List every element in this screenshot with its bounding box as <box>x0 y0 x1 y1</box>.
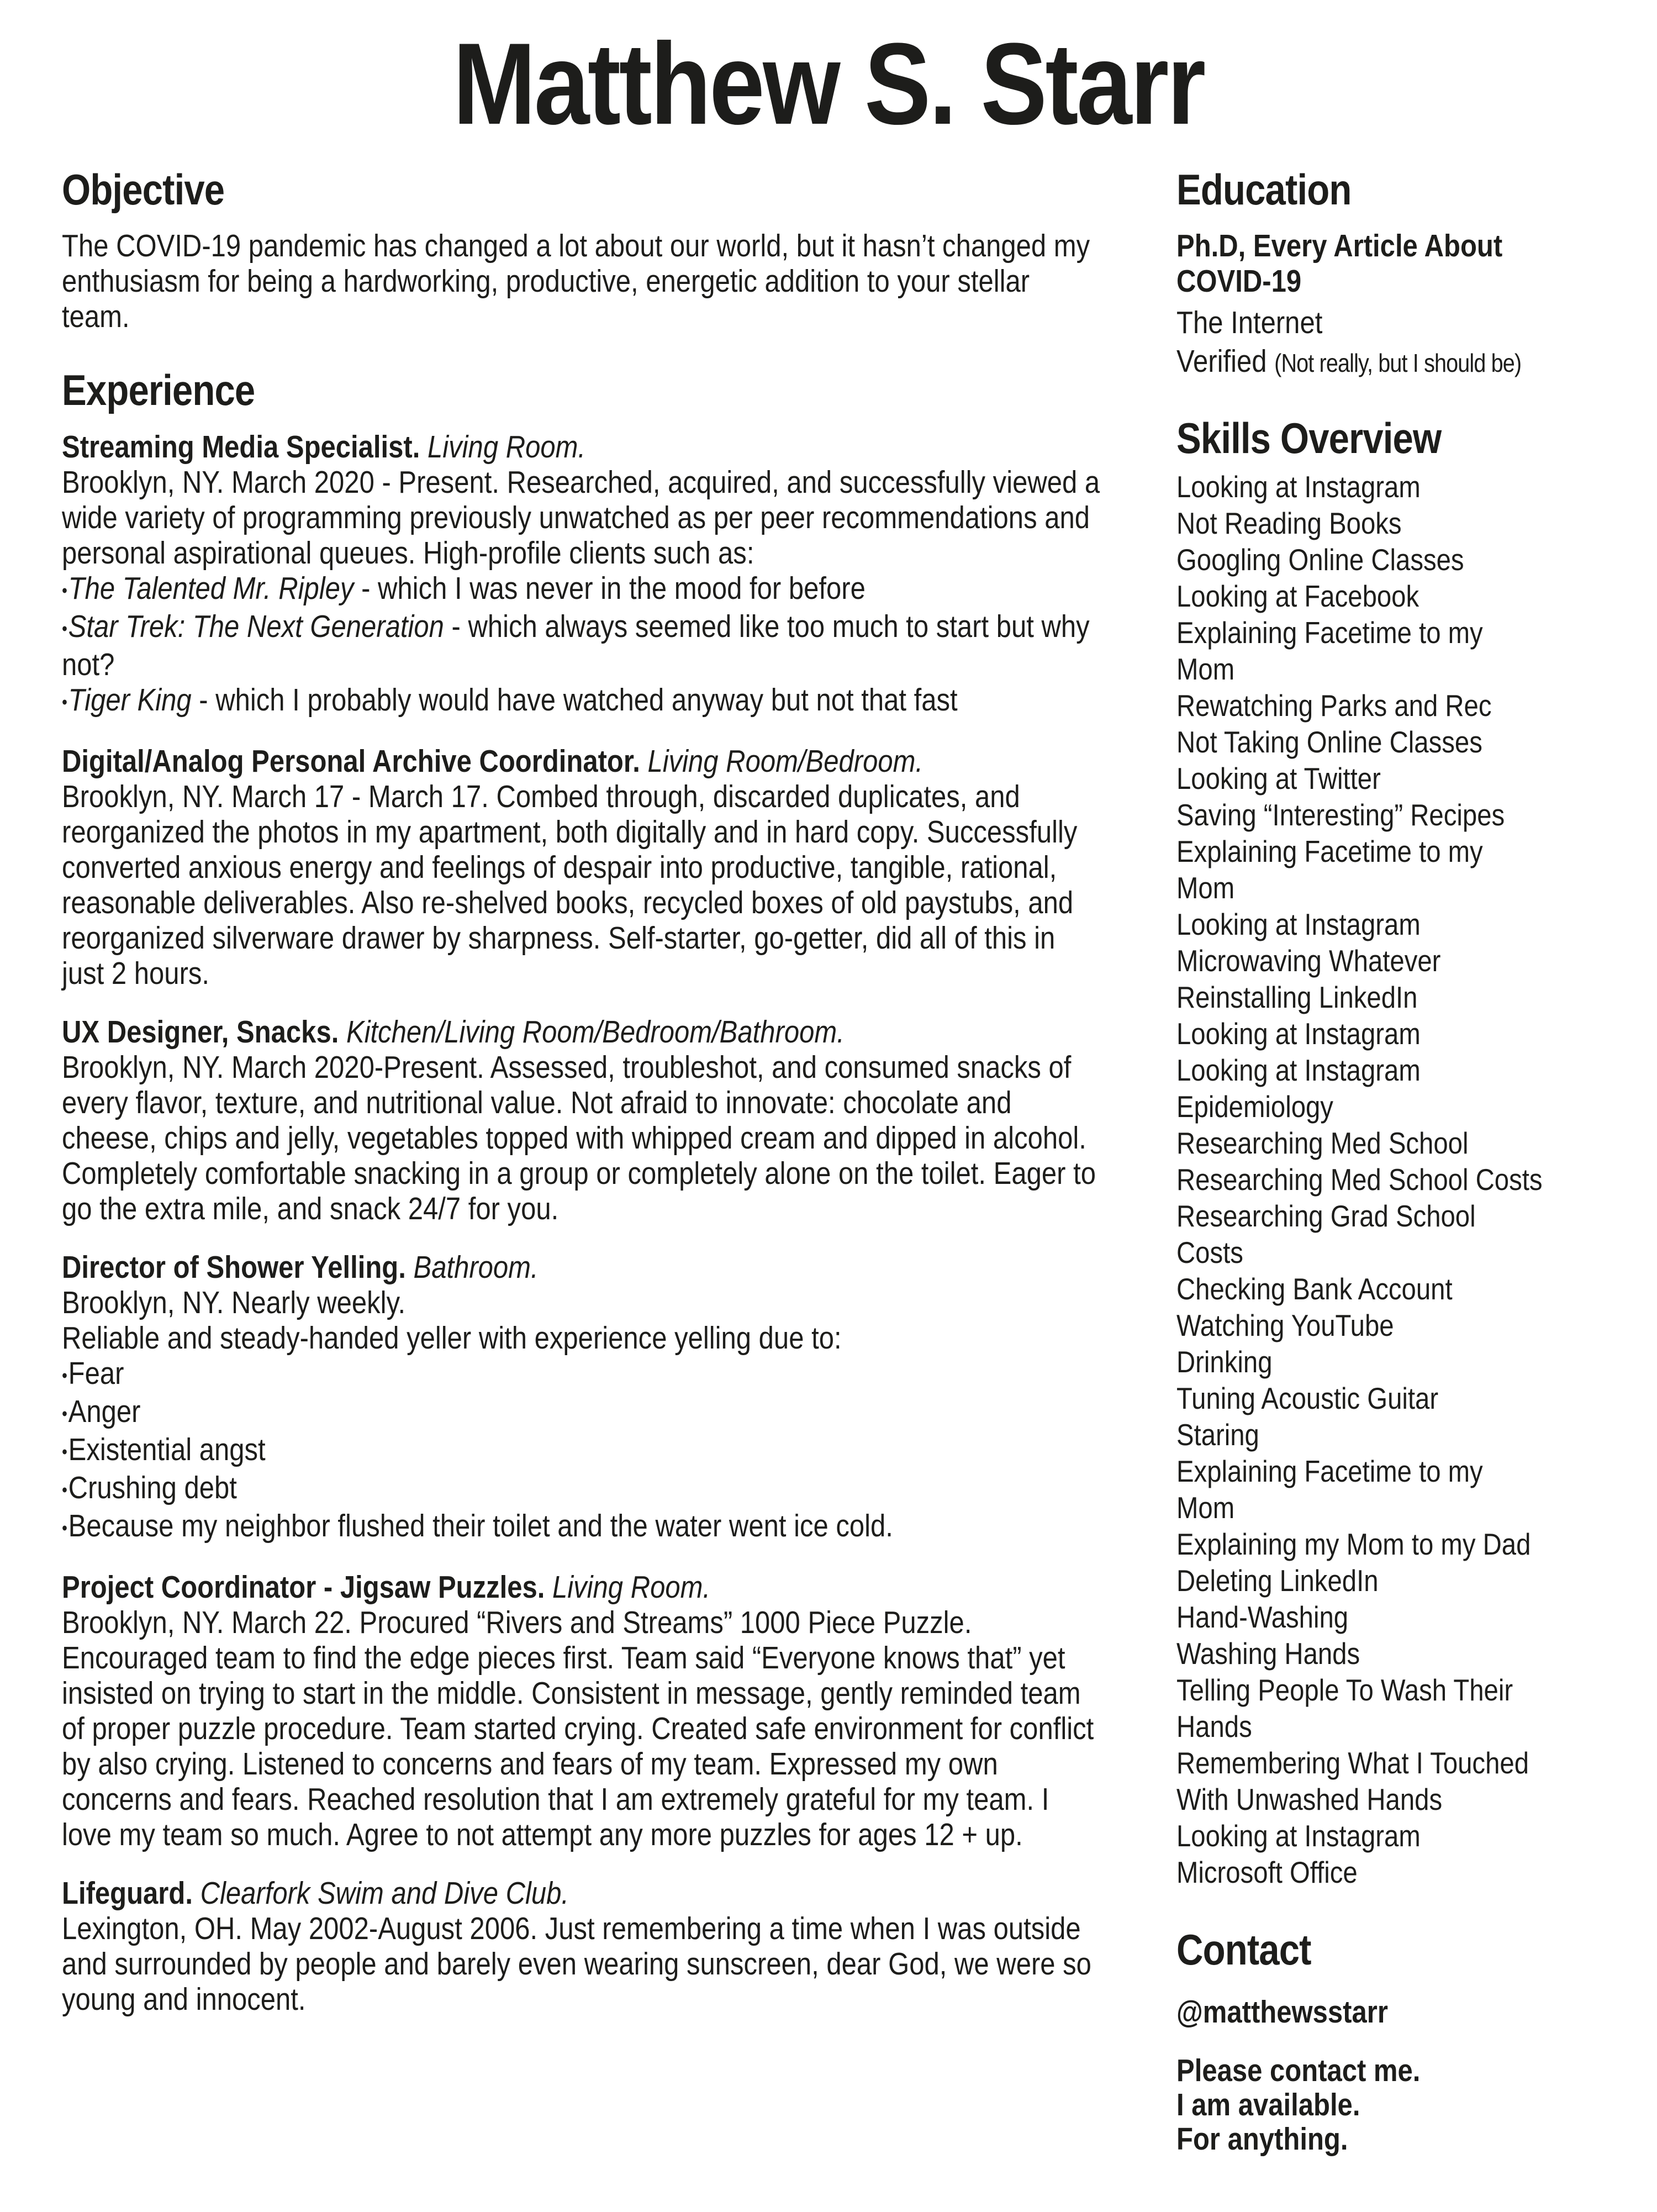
skills-heading: Skills Overview <box>1176 414 1442 463</box>
bullet-icon: • <box>62 692 67 713</box>
job-body: Brooklyn, NY. March 17 - March 17. Combed through, discarded duplicates, and reorganized the photos in my apartment, both digitally and in hard copy. Successfully converted anxious energy and feelings of despair into productive, tangible, rational, reasonable deliverables. Also re-shelved books, recycled boxes of old paystubs, and reorganized silverware drawer by sharpness. Self-starter, go-getter, did all of this in just 2 hours. <box>62 778 1078 991</box>
job-role: Lifeguard. <box>62 1876 200 1911</box>
contact-handle: @matthewsstarr <box>1176 1994 1388 2030</box>
objective-text: The COVID-19 pandemic has changed a lot about our world, but it hasn’t changed my enthusiasm for being a hardworking, productive, energetic addition to your stellar team. <box>62 228 1090 335</box>
bullet-text: Fear <box>68 1355 124 1391</box>
skill-item: Looking at Twitter <box>1176 761 1381 796</box>
job-role: Project Coordinator - Jigsaw Puzzles. <box>62 1570 552 1605</box>
skill-item: Looking at Instagram <box>1176 907 1421 941</box>
job-title <box>62 429 1100 465</box>
skill-item: Saving “Interesting” Recipes <box>1176 797 1505 832</box>
skill-item: Googling Online Classes <box>1176 542 1464 577</box>
job-role: Digital/Analog Personal Archive Coordinator. <box>62 743 648 779</box>
bullet-item <box>62 1356 1100 1394</box>
bullet-icon: • <box>62 1442 67 1462</box>
bullet-text: Anger <box>68 1393 141 1429</box>
skill-item: Looking at Instagram <box>1176 1818 1421 1853</box>
job-location: Kitchen/Living Room/Bedroom/Bathroom. <box>346 1014 845 1050</box>
bullet-icon: • <box>62 1365 67 1386</box>
experience-heading: Experience <box>62 366 255 415</box>
page-title-wrap <box>0 19 1657 149</box>
skill-item: Washing Hands <box>1176 1636 1360 1671</box>
skill-item: Explaining Facetime to my Mom <box>1176 1453 1483 1525</box>
bullet-title: The Talented Mr. Ripley <box>68 570 354 606</box>
skill-item: Looking at Instagram <box>1176 469 1421 504</box>
bullet-item <box>62 1508 1100 1546</box>
education-degree: Ph.D, Every Article About COVID-19 <box>1176 228 1503 299</box>
contact-line: For anything. <box>1176 2121 1348 2157</box>
skill-item: Looking at Instagram <box>1176 1016 1421 1051</box>
skill-item: Epidemiology <box>1176 1089 1333 1124</box>
job-title <box>62 1876 1100 1911</box>
bullet-item <box>62 1394 1100 1432</box>
bullet-item <box>62 682 1100 720</box>
job-body: Reliable and steady-handed yeller with experience yelling due to: <box>62 1320 842 1356</box>
contact-heading: Contact <box>1176 1925 1311 1974</box>
skills-list <box>1176 468 1545 1890</box>
job-role: Director of Shower Yelling. <box>62 1249 414 1285</box>
bullet-title: Tiger King <box>68 682 192 718</box>
skill-item: Not Taking Online Classes <box>1176 724 1482 759</box>
bullet-item <box>62 1470 1100 1508</box>
contact-lines <box>1176 2053 1545 2156</box>
bullet-text: - which I was never in the mood for before <box>353 570 866 606</box>
bullet-icon: • <box>62 1518 67 1539</box>
education-school: The Internet <box>1176 305 1323 341</box>
bullet-title: Star Trek: The Next Generation <box>68 608 444 644</box>
skill-item: Microsoft Office <box>1176 1855 1358 1889</box>
job-location: Clearfork Swim and Dive Club. <box>200 1876 569 1911</box>
job-location: Bathroom. <box>413 1249 539 1285</box>
skill-item: Reinstalling LinkedIn <box>1176 979 1418 1014</box>
job-location: Living Room/Bedroom. <box>647 743 924 779</box>
bullet-icon: • <box>62 1480 67 1501</box>
bullet-text: Because my neighbor flushed their toilet and the water went ice cold. <box>68 1508 893 1544</box>
job-body: Brooklyn, NY. Nearly weekly. <box>62 1284 406 1320</box>
experience-item <box>62 1014 1100 1226</box>
job-role: Streaming Media Specialist. <box>62 429 428 465</box>
skill-item: Looking at Instagram <box>1176 1052 1421 1087</box>
experience-item <box>62 1570 1100 1852</box>
job-body: Brooklyn, NY. March 2020 - Present. Researched, acquired, and successfully viewed a wide variety of programming previously unwatched as per peer recommendations and personal aspirational queues. High-profile clients such as: <box>62 464 1100 571</box>
skill-item: Staring <box>1176 1417 1259 1452</box>
experience-list <box>62 429 1100 2017</box>
bullet-icon: • <box>62 618 67 639</box>
job-body: Lexington, OH. May 2002-August 2006. Just remembering a time when I was outside and surrounded by people and barely even wearing sunscreen, dear God, we were so young and innocent. <box>62 1911 1091 2018</box>
job-title <box>62 1014 1100 1050</box>
skill-item: Telling People To Wash Their Hands <box>1176 1672 1513 1744</box>
skill-item: Researching Grad School Costs <box>1176 1198 1476 1270</box>
skill-item: Deleting LinkedIn <box>1176 1563 1379 1598</box>
experience-item <box>62 744 1100 991</box>
contact-line: I am available. <box>1176 2087 1360 2123</box>
skill-item: Not Reading Books <box>1176 505 1402 540</box>
skill-item: Drinking <box>1176 1344 1273 1379</box>
bullet-item <box>62 609 1100 682</box>
skill-item: Tuning Acoustic Guitar <box>1176 1381 1439 1415</box>
skill-item: Researching Med School <box>1176 1125 1469 1160</box>
skill-item: Researching Med School Costs <box>1176 1162 1543 1197</box>
skill-item: Explaining Facetime to my Mom <box>1176 834 1483 905</box>
bullet-item <box>62 1432 1100 1470</box>
contact-block <box>1176 1926 1545 2156</box>
skill-item: Explaining my Mom to my Dad <box>1176 1526 1531 1561</box>
skill-item: Microwaving Whatever <box>1176 943 1441 978</box>
bullet-text: - which always seemed like too much to start but why not? <box>62 608 1090 682</box>
skill-item: Remembering What I Touched With Unwashed Hands <box>1176 1745 1529 1816</box>
job-location: Living Room. <box>427 429 586 465</box>
experience-item <box>62 1876 1100 2017</box>
job-location: Living Room. <box>552 1570 711 1605</box>
bullet-text: Existential angst <box>68 1431 266 1467</box>
bullet-text: Crushing debt <box>68 1470 237 1505</box>
skill-item: Checking Bank Account <box>1176 1271 1453 1306</box>
skill-item: Hand-Washing <box>1176 1599 1349 1634</box>
job-title <box>62 744 1100 779</box>
bullet-icon: • <box>62 580 67 601</box>
job-title <box>62 1250 1100 1285</box>
job-role: UX Designer, Snacks. <box>62 1014 346 1050</box>
job-title <box>62 1570 1100 1605</box>
skill-item: Looking at Facebook <box>1176 578 1419 613</box>
education-heading: Education <box>1176 165 1352 214</box>
bullet-text: - which I probably would have watched anyway but not that fast <box>191 682 958 718</box>
education-verified <box>1176 342 1545 382</box>
contact-line: Please contact me. <box>1176 2053 1421 2089</box>
skill-item: Rewatching Parks and Rec <box>1176 688 1492 723</box>
experience-item <box>62 429 1100 720</box>
experience-item <box>62 1250 1100 1546</box>
education-verified-note: (Not really, but I should be) <box>1274 349 1522 378</box>
bullet-item <box>62 571 1100 609</box>
side-column <box>1176 166 1545 2156</box>
job-body: Brooklyn, NY. March 22. Procured “Rivers and Streams” 1000 Piece Puzzle. Encouraged team to find the edge pieces first. Team said “Everyone knows that” yet insisted on trying to start in the middle. Consistent in message, gently reminded team of proper puzzle procedure. Team started crying. Created safe environment for conflict by also crying. Listened to concerns and fears of my team. Expressed my own concerns and fears. Reached resolution that I am extremely grateful for my team. I love my team so much. Agree to not attempt any more puzzles for ages 12 + up. <box>62 1605 1094 1853</box>
page-title: Matthew S. Starr <box>452 19 1204 149</box>
objective-heading: Objective <box>62 165 225 214</box>
education-verified-label: Verified <box>1176 344 1275 380</box>
skill-item: Explaining Facetime to my Mom <box>1176 615 1483 686</box>
skill-item: Watching YouTube <box>1176 1308 1394 1342</box>
main-column <box>62 166 1100 2040</box>
bullet-icon: • <box>62 1403 67 1424</box>
job-body: Brooklyn, NY. March 2020-Present. Assessed, troubleshot, and consumed snacks of every flavor, texture, and nutritional value. Not afraid to innovate: chocolate and cheese, chips and jelly, vegetables topped with whipped cream and dipped in alcohol. Completely comfortable snacking in a group or completely alone on the toilet. Eager to go the extra mile, and snack 24/7 for you. <box>62 1049 1096 1226</box>
